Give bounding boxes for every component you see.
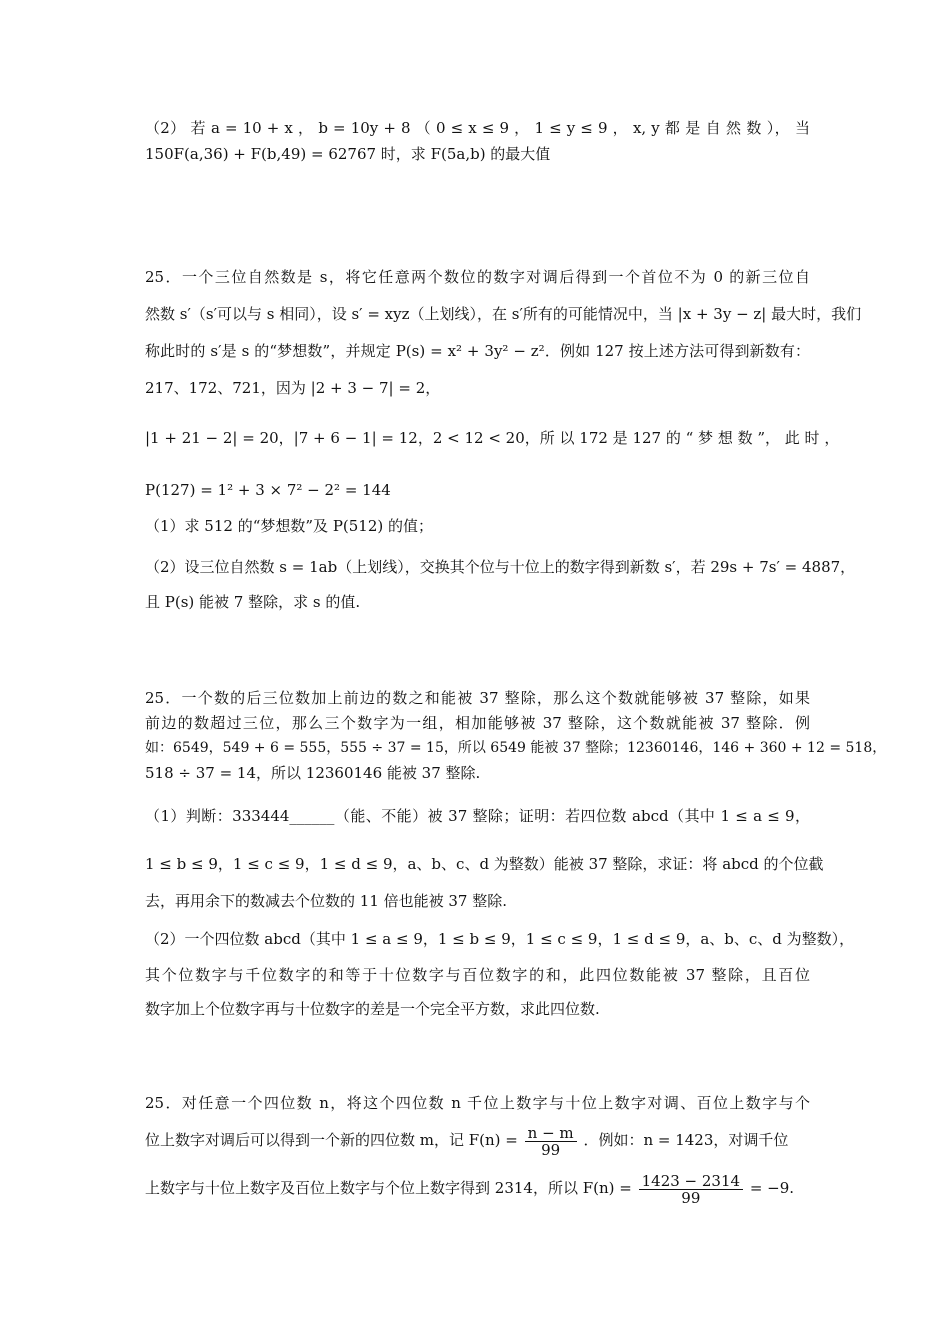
text-line: 且 P(s) 能被 7 整除，求 s 的值. — [145, 593, 361, 611]
text-segment: 上数字与十位上数字及百位上数字与个位上数字得到 2314，所以 F(n) = — [145, 1179, 632, 1197]
text-line: 如：6549，549 + 6 = 555，555 ÷ 37 = 15，所以 6549 能被 37 整除；12360146，146 + 360 + 12 = 518， — [145, 740, 887, 756]
text-line: 然数 s′（s′可以与 s 相同），设 s′ = xyz（上划线），在 s′所有的可能情况中，当 |x + 3y − z| 最大时，我们 — [145, 305, 862, 323]
text-line: 前边的数超过三位，那么三个数字为一组，相加能够被 37 整除，这个数就能被 37 整除．例 — [145, 714, 810, 732]
text-line: 1 ≤ b ≤ 9，1 ≤ c ≤ 9，1 ≤ d ≤ 9，a、b、c、d 为整数）能被 37 整除，求证：将 abcd 的个位截 — [145, 855, 824, 873]
text-line: 217、172、721，因为 |2 + 3 − 7| = 2， — [145, 379, 441, 397]
fraction-denominator: 99 — [681, 1188, 701, 1207]
text-segment: 位上数字对调后可以得到一个新的四位数 m，记 F(n) = — [145, 1131, 518, 1149]
text-line: 518 ÷ 37 = 14，所以 12360146 能被 37 整除. — [145, 764, 481, 782]
fraction-f-n — [525, 1125, 577, 1158]
fraction-denominator: 99 — [541, 1140, 561, 1159]
text-line: 数字加上个位数字再与十位数字的差是一个完全平方数，求此四位数. — [145, 1000, 600, 1018]
text-line: 25．一个三位自然数是 s，将它任意两个数位的数字对调后得到一个首位不为 0 的新三位自 — [145, 268, 810, 286]
text-line: （2）设三位自然数 s = 1ab（上划线），交换其个位与十位上的数字得到新数 s′，若 29s + 7s′ = 4887， — [145, 558, 856, 576]
text-line: 25．一个数的后三位数加上前边的数之和能被 37 整除，那么这个数就能够被 37 整除，如果 — [145, 689, 810, 707]
text-line-with-fraction — [145, 1166, 810, 1210]
text-line: （1）判断：333444______（能、不能）被 37 整除；证明：若四位数 abcd（其中 1 ≤ a ≤ 9， — [145, 807, 810, 825]
text-line: 25．对任意一个四位数 n，将这个四位数 n 千位上数字与十位上数字对调、百位上数字与个 — [145, 1094, 810, 1112]
text-line: 150F(a,36) + F(b,49) = 62767 时，求 F(5a,b) 的最大值 — [145, 145, 551, 163]
text-segment: = −9. — [749, 1179, 795, 1197]
text-line: 其个位数字与千位数字的和等于十位数字与百位数字的和，此四位数能被 37 整除，且百位 — [145, 966, 810, 984]
text-line: |1 + 21 − 2| = 20，|7 + 6 − 1| = 12，2 < 12 < 20，所 以 172 是 127 的 “ 梦 想 数 ”， 此 时 ， — [145, 429, 840, 447]
text-line: P(127) = 1² + 3 × 7² − 2² = 144 — [145, 481, 391, 499]
text-line: （1）求 512 的“梦想数”及 P(512) 的值； — [145, 517, 434, 535]
fraction-numerator: 1423 − 2314 — [639, 1173, 743, 1190]
fraction-numerator: n − m — [525, 1125, 577, 1142]
text-line: 去，再用余下的数减去个位数的 11 倍也能被 37 整除. — [145, 892, 508, 910]
text-line: （2） 若 a = 10 + x ， b = 10y + 8 （ 0 ≤ x ≤ 9 ， 1 ≤ y ≤ 9 ， x, y 都 是 自 然 数 ）， 当 — [145, 119, 810, 137]
text-segment: ．例如：n = 1423，对调千位 — [583, 1131, 789, 1149]
fraction-example — [639, 1173, 743, 1206]
text-line: （2）一个四位数 abcd（其中 1 ≤ a ≤ 9，1 ≤ b ≤ 9，1 ≤ c ≤ 9，1 ≤ d ≤ 9，a、b、c、d 为整数）， — [145, 930, 855, 948]
text-line-with-fraction — [145, 1118, 810, 1162]
text-line: 称此时的 s′是 s 的“梦想数”，并规定 P(s) = x² + 3y² − z²．例如 127 按上述方法可得到新数有： — [145, 342, 810, 360]
